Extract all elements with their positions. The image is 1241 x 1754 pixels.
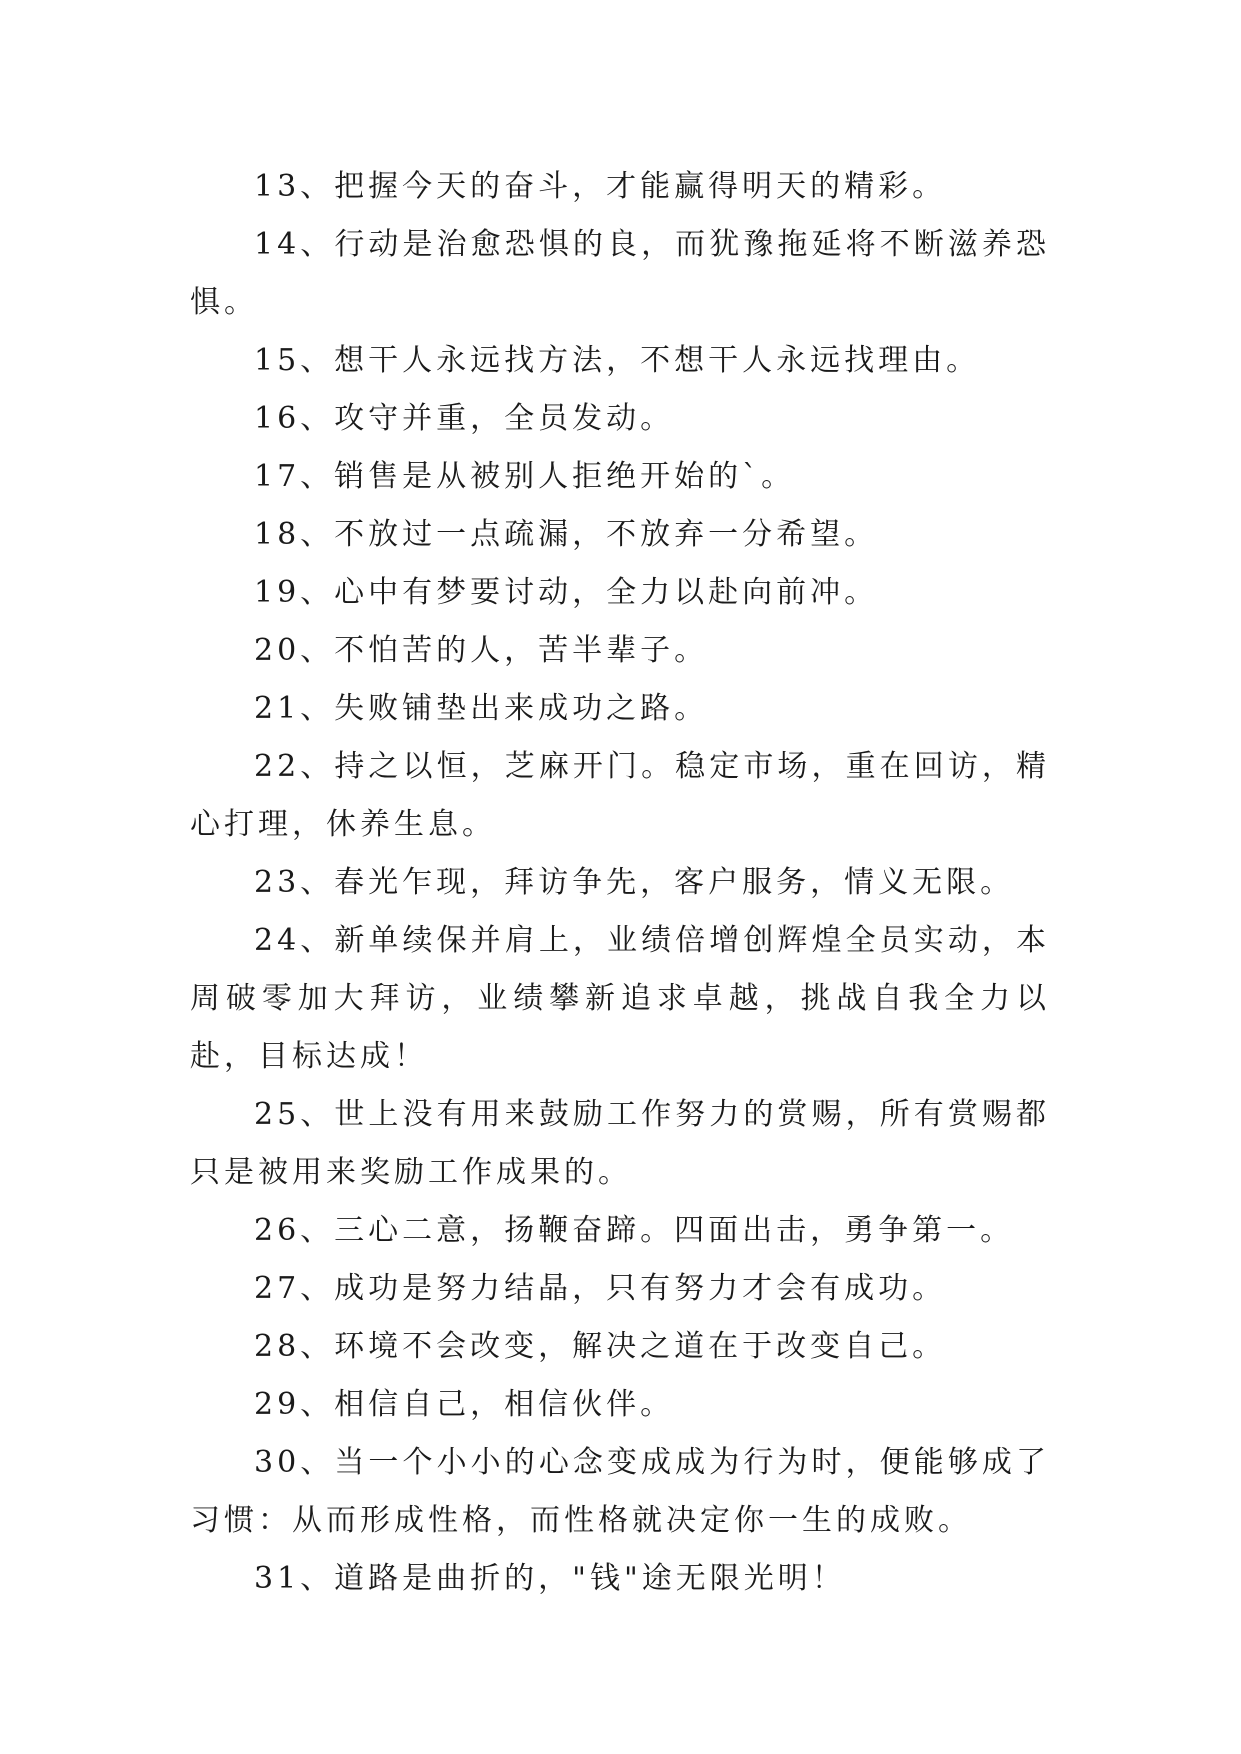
paragraph-15: 15、想干人永远找方法，不想干人永远找理由。 [254, 343, 981, 378]
paragraph-14: 14、行动是治愈恐惧的良，而犹豫拖延将不断滋养恐惧。 [190, 227, 1050, 320]
paragraph-19: 19、心中有梦要讨动，全力以赴向前冲。 [254, 575, 879, 610]
paragraph-28: 28、环境不会改变，解决之道在于改变自己。 [254, 1329, 947, 1364]
paragraph-16: 16、攻守并重，全员发动。 [254, 401, 675, 436]
document-body [190, 158, 1050, 1608]
paragraph-23: 23、春光乍现，拜访争先，客户服务，情义无限。 [254, 865, 1015, 900]
paragraph-13: 13、把握今天的奋斗，才能赢得明天的精彩。 [254, 169, 947, 204]
paragraph-24: 24、新单续保并肩上，业绩倍增创辉煌全员实动，本周破零加大拜访，业绩攀新追求卓越，挑战自我全力以赴，目标达成！ [190, 923, 1050, 1074]
paragraph-20: 20、不怕苦的人，苦半辈子。 [254, 633, 709, 668]
paragraph-18: 18、不放过一点疏漏，不放弃一分希望。 [254, 517, 879, 552]
paragraph-31: 31、道路是曲折的，"钱"途无限光明！ [254, 1561, 846, 1596]
paragraph-22: 22、持之以恒，芝麻开门。稳定市场，重在回访，精心打理，休养生息。 [190, 749, 1050, 842]
paragraph-29: 29、相信自己，相信伙伴。 [254, 1387, 675, 1422]
paragraph-21: 21、失败铺垫出来成功之路。 [254, 691, 709, 726]
paragraph-26: 26、三心二意，扬鞭奋蹄。四面出击，勇争第一。 [254, 1213, 1015, 1248]
paragraph-27: 27、成功是努力结晶，只有努力才会有成功。 [254, 1271, 947, 1306]
paragraph-30: 30、当一个小小的心念变成成为行为时，便能够成了习惯：从而形成性格，而性格就决定你一生的成败。 [190, 1445, 1050, 1538]
paragraph-25: 25、世上没有用来鼓励工作努力的赏赐，所有赏赐都只是被用来奖励工作成果的。 [190, 1097, 1050, 1190]
paragraph-17: 17、销售是从被别人拒绝开始的`。 [254, 459, 796, 494]
